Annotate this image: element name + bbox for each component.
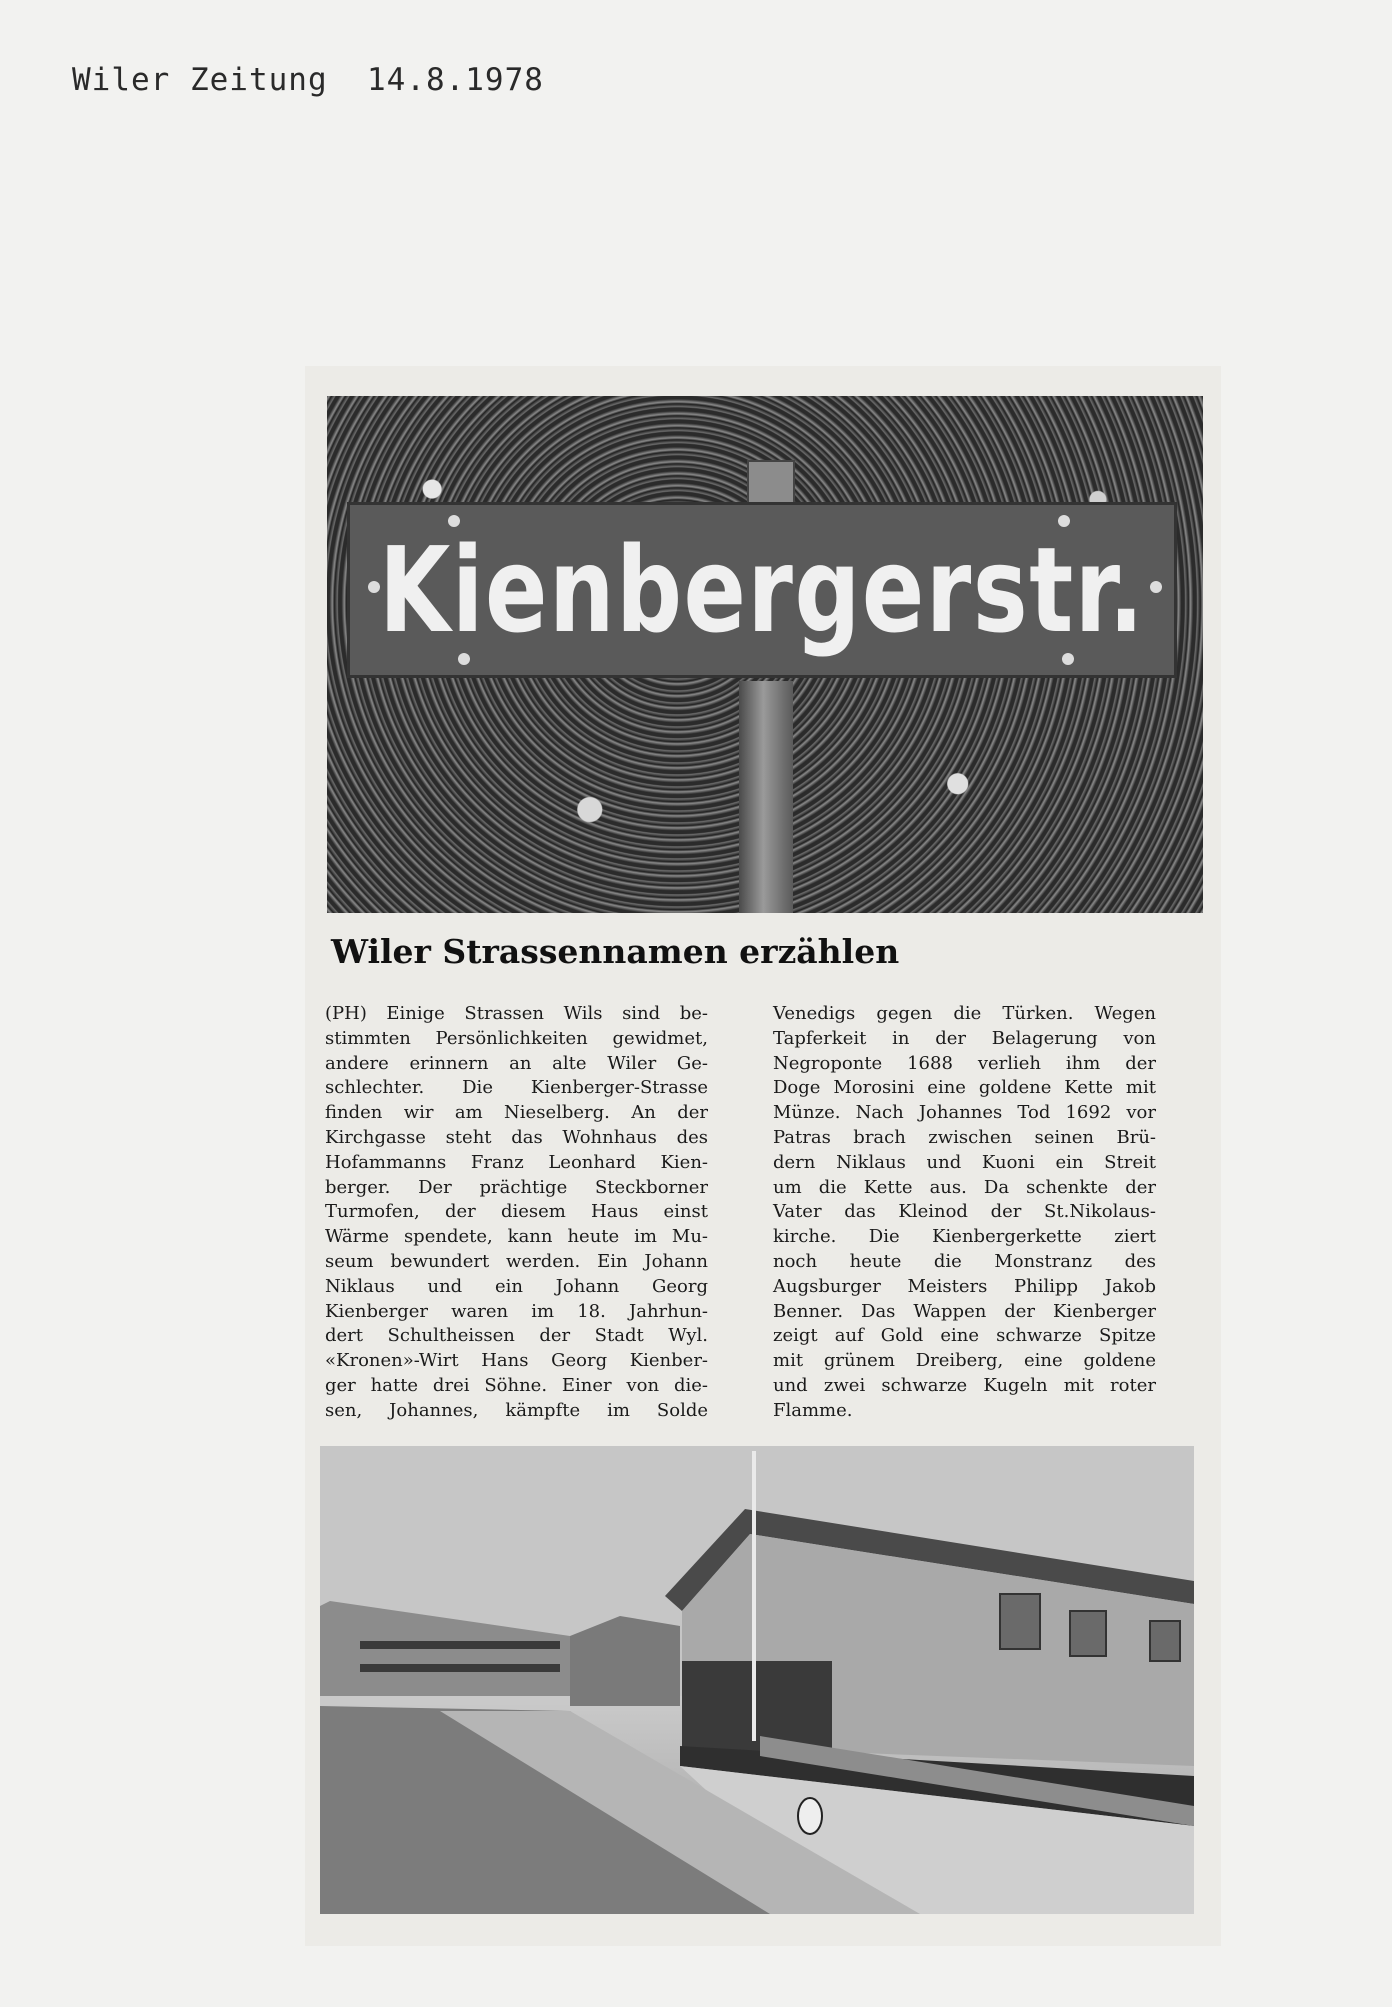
article-line: andere erinnern an alte Wiler Ge- <box>325 1052 708 1074</box>
article-line: Hofammanns Franz Leonhard Kien- <box>325 1151 708 1173</box>
sign-bracket <box>747 460 795 506</box>
article-line: kirche. Die Kienbergerkette ziert <box>773 1226 1156 1248</box>
article-line: Turmofen, der diesem Haus einst <box>325 1201 708 1223</box>
article-line: noch heute die Monstranz des <box>773 1250 1156 1272</box>
article-line: Benner. Das Wappen der Kienberger <box>773 1300 1156 1322</box>
article-line: Vater das Kleinod der St.Nikolaus- <box>773 1201 1156 1223</box>
article-line: dern Niklaus und Kuoni ein Streit <box>773 1151 1156 1173</box>
article-line: um die Kette aus. Da schenkte der <box>773 1176 1156 1198</box>
article-line: (PH) Einige Strassen Wils sind be- <box>325 1003 708 1024</box>
article-line: «Kronen»-Wirt Hans Georg Kienber- <box>325 1350 708 1372</box>
housing-illustration <box>320 1446 1194 1914</box>
article-line: Niklaus und ein Johann Georg <box>325 1275 708 1297</box>
article-line: und zwei schwarze Kugeln mit roter <box>773 1374 1156 1396</box>
street-sign-photo <box>327 396 1203 913</box>
article-line: Venedigs gegen die Türken. Wegen <box>773 1003 1156 1024</box>
article-line: Doge Morosini eine goldene Kette mit <box>773 1077 1156 1099</box>
sign-post <box>739 681 793 913</box>
article-line: sen, Johannes, kämpfte im Solde <box>325 1399 708 1421</box>
article-line: mit grünem Dreiberg, eine goldene <box>773 1350 1156 1372</box>
street-sign <box>347 502 1177 678</box>
article-line: berger. Der prächtige Steckborner <box>325 1176 708 1198</box>
article-line: zeigt auf Gold eine schwarze Spitze <box>773 1325 1156 1347</box>
article-line: Tapferkeit in der Belagerung von <box>773 1027 1156 1049</box>
article-line: seum bewundert werden. Ein Johann <box>325 1250 708 1272</box>
rivet <box>1150 581 1162 593</box>
article-line: Negroponte 1688 verlieh ihm der <box>773 1052 1156 1074</box>
article-column-left <box>325 1002 708 1424</box>
article-line: Flamme. <box>773 1399 853 1421</box>
article-line: Kienberger waren im 18. Jahrhun- <box>325 1300 708 1322</box>
article-line: finden wir am Nieselberg. An der <box>325 1102 708 1124</box>
article-line: Augsburger Meisters Philipp Jakob <box>773 1275 1156 1297</box>
article-line: Patras brach zwischen seinen Brü- <box>773 1126 1156 1148</box>
article-column-right <box>773 1002 1156 1424</box>
sign-text: Kienbergerstr. <box>378 521 1146 659</box>
article-line: Wärme spendete, kann heute im Mu- <box>325 1226 708 1248</box>
article-line: Kirchgasse steht das Wohnhaus des <box>325 1126 708 1148</box>
housing-photo <box>320 1446 1194 1914</box>
article-line: stimmten Persönlichkeiten gewidmet, <box>325 1027 708 1049</box>
article-line: Münze. Nach Johannes Tod 1692 vor <box>773 1102 1156 1124</box>
article-headline: Wiler Strassennamen erzählen <box>331 932 900 971</box>
article-line: schlechter. Die Kienberger-Strasse <box>325 1077 708 1099</box>
article-line: dert Schultheissen der Stadt Wyl. <box>325 1325 708 1347</box>
typed-source-line: Wiler Zeitung 14.8.1978 <box>72 62 544 98</box>
article-line: ger hatte drei Söhne. Einer von die- <box>325 1374 708 1396</box>
